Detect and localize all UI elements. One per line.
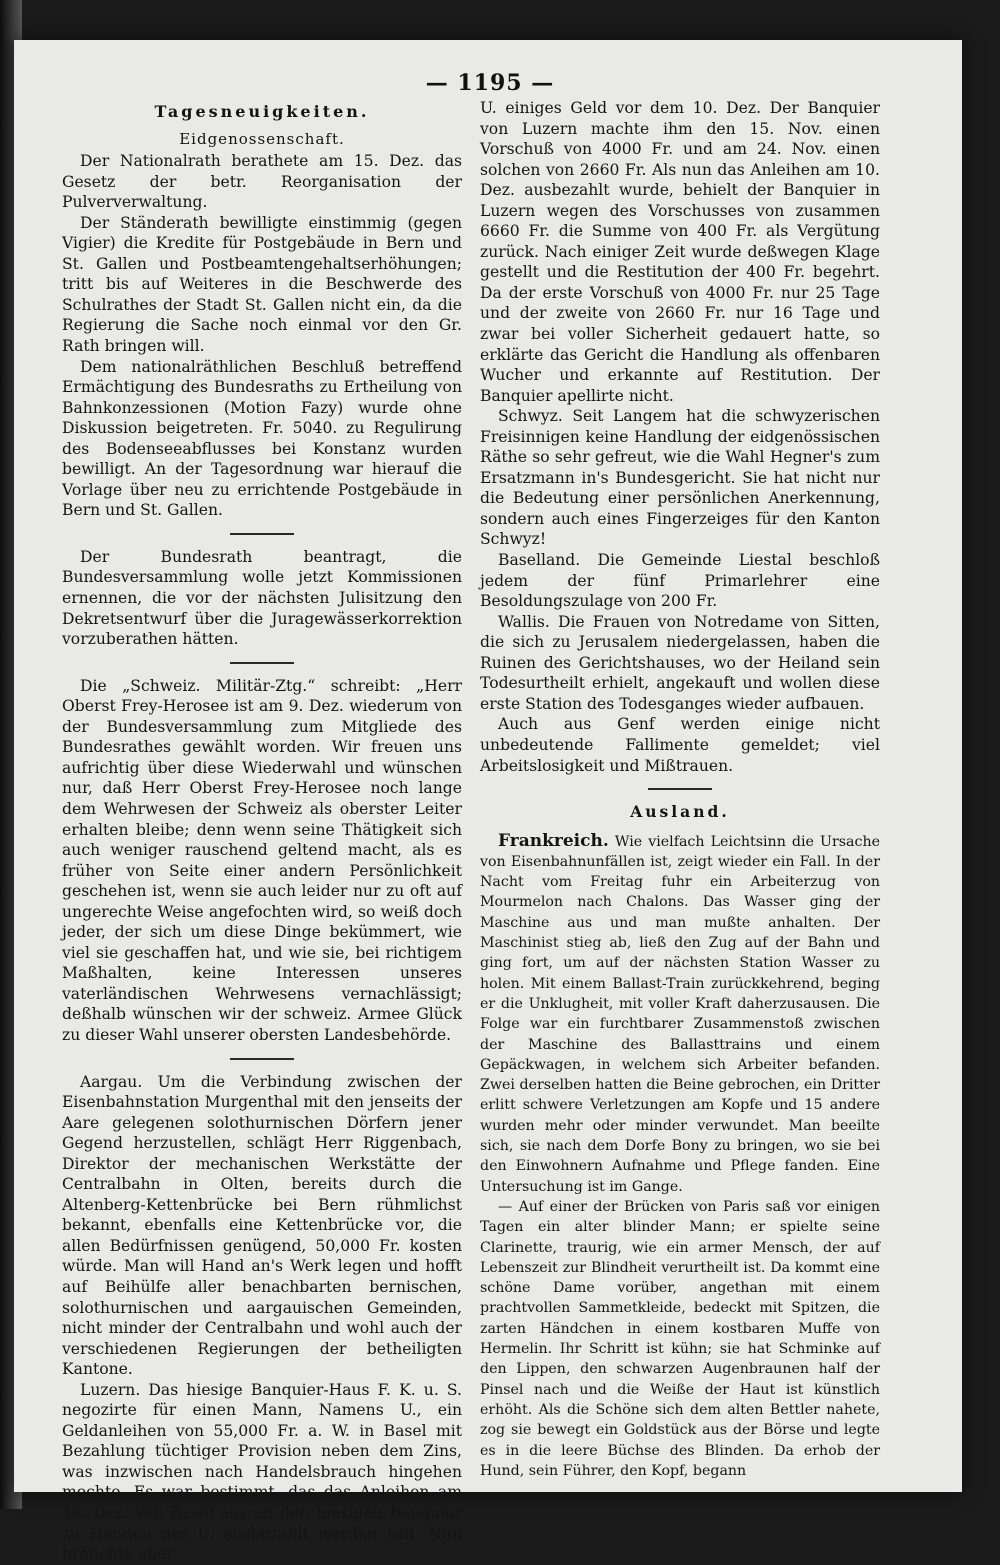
- article-staenderath: Der Ständerath bewilligte einstimmig (gegen Vigier) die Kredite für Postgebäude in Bern und St. Gallen und Postbeamtengehaltserhöhungen; tritt bis auf Weiteres in die Beschwerde des Schulrathes der Stadt St. Gallen nicht ein, da die Regierung die Sache noch einmal vor den Gr. Rath bringen will.: [62, 213, 462, 356]
- page-number: — 1195 —: [425, 70, 555, 96]
- article-baselland: Baselland. Die Gemeinde Liestal beschloß jedem der fünf Primarlehrer eine Besoldungszulage von 200 Fr.: [480, 551, 880, 611]
- article-wallis: Wallis. Die Frauen von Notredame von Sitten, die sich zu Jerusalem niedergelassen, haben die Ruinen des Gerichtshauses, wo der Heiland sein Todesurtheilt erhielt, angekauft und wollen diese erste Station des Todesganges wieder aufbauen.: [480, 612, 880, 713]
- article-militaer-zeitung: Die „Schweiz. Militär-Ztg.“ schreibt: „Herr Oberst Frey-Herosee ist am 9. Dez. wiederum von der Bundesversammlung zum Mitgliede des Bundesrathes gewählt worden. Wir freuen uns aufrichtig über diese Wiederwahl und wünschen nur, daß Herr Oberst Frey-Herosee noch lange dem Wehrwesen der Schweiz als oberster Leiter erhalten bleibe; denn wenn seine Thätigkeit sich auch weniger rauschend geltend macht, als es früher von Seite einer andern Persönlichkeit geschehen ist, wenn sie auch leider nur zu oft auf ungerechte Weise angefochten wird, so weiß doch jeder, der sich um diese Dinge bekümmert, wie viel sie geschaffen hat, und wie sie, bei richtigem Maßhalten, keine Interessen unseres vaterländischen Wehrwesens vernachlässigt; deßhalb wünschen wir der schweiz. Armee Glück zu dieser Wahl unserer obersten Landesbehörde.: [62, 676, 462, 1044]
- article-paris-blind-man: — Auf einer der Brücken von Paris saß vor einigen Tagen ein alter blinder Mann; er spielte seine Clarinette, traurig, wie ein armer Mensch, der auf Lebenszeit zur Blindheit verurtheilt ist. Da kommt eine schöne Dame vorüber, angethan mit einem prachtvollen Sammetkleide, bedeckt mit Spitzen, die zarten Händchen in einem kostbaren Muffe von Hermelin. Ihr Schritt ist kühn; sie hat Schminke auf den Lippen, den schwarzen Augenbraunen half der Pinsel nach und die Weiße der Haut ist künstlich erhöht. Als die Schöne sich dem alten Bettler nahete, zog sie bewegt ein Goldstück aus der Börse und legte es in die leere Büchse des Blinden. Da erhob der Hund, sein Führer, den Kopf, begann: [480, 1198, 880, 1479]
- article-beschluss: Dem nationalräthlichen Beschluß betreffend Ermächtigung des Bundesraths zu Ertheilung von Bahnkonzessionen (Motion Fazy) wurde ohne Diskussion beigetreten. Fr. 5040. zu Regulirung des Bodenseeabflusses bei Konstanz wurden bewilligt. An der Tagesordnung war hierauf die Vorlage über neu zu errichtende Postgebäude in Bern und St. Gallen.: [62, 357, 462, 520]
- article-frankreich-text: Wie vielfach Leichtsinn die Ursache von Eisenbahnunfällen ist, zeigt wieder ein Fall. In der Nacht vom Freitag fuhr ein Arbeiterzug von Mourmelon nach Chalons. Das Wasser ging der Maschine aus und man mußte anhalten. Der Maschinist stieg ab, ließ den Zug auf der Bahn und ging fort, um auf der nächsten Station Wasser zu holen. Mit einem Ballast-Train zurückkehrend, beging er die Unklugheit, mit voller Kraft daherzusausen. Die Folge war ein furchtbarer Zusammenstoß zwischen der Maschine des Ballasttrains und einem Gepäckwagen, in welchem sich Arbeiter befanden. Zwei derselben hatten die Beine gebrochen, ein Dritter erlitt schwere Verletzungen am Kopfe und 15 andere wurden mehr oder minder verwundet. Man beeilte sich, sie nach dem Dorfe Bony zu bringen, wo sie bei den Einwohnern Aufnahme und Pflege fanden. Eine Untersuchung ist im Gange.: [480, 833, 880, 1195]
- divider: [230, 533, 294, 535]
- article-aargau: Aargau. Um die Verbindung zwischen der Eisenbahnstation Murgenthal mit den jenseits der Aare gelegenen solothurnischen Dörfern jener Gegend herzustellen, schlägt Herr Riggenbach, Direktor der mechanischen Werkstätte der Centralbahn in Olten, bereits durch die Altenberg-Kettenbrücke bei Bern rühmlichst bekannt, ebenfalls eine Kettenbrücke vor, die allen Bedürfnissen genügend, 50,000 Fr. kosten würde. Man will Hand an's Werk legen und hofft auf Beihülfe aller benachbarten bernischen, solothurnischen und aargauischen Gemeinden, nicht minder der Centralbahn und wohl auch der verschiedenen Regierungen der betheiligten Kantone.: [62, 1072, 462, 1379]
- left-column: [62, 98, 462, 1565]
- divider: [648, 788, 712, 790]
- article-schwyz: Schwyz. Seit Langem hat die schwyzerischen Freisinnigen keine Handlung der eidgenössischen Räthe so sehr gefreut, wie die Wahl Hegner's zum Ersatzmann in's Bundesgericht. Sie hat nicht nur die Bedeutung einer persönlichen Anerkennung, sondern auch eines Fingerzeiges für den Kanton Schwyz!: [480, 407, 880, 549]
- divider: [230, 1058, 294, 1060]
- country-label: Frankreich.: [498, 830, 609, 851]
- article-luzern: Luzern. Das hiesige Banquier-Haus F. K. u. S. negozirte für einen Mann, Namens U., ein Geldanleihen von 55,000 Fr. a. W. in Basel mit Bezahlung tüchtiger Provision neben dem Zins, was inzwischen nach Handelsbrauch hingehen mochte. Es war bestimmt, das das Anleihen am 10. Dez. von Basel aus an den hiesigen Banquier zu Handen des U. ausbezahlt werden soll. Nun brauchte aber: [62, 1380, 462, 1564]
- divider: [230, 662, 294, 664]
- article-genf: Auch aus Genf werden einige nicht unbedeutende Fallimente gemeldet; viel Arbeitslosigkeit und Mißtrauen.: [480, 715, 880, 775]
- section-heading: Tagesneuigkeiten.: [154, 102, 370, 121]
- article-luzern-continued: U. einiges Geld vor dem 10. Dez. Der Banquier von Luzern machte ihm den 15. Nov. einen Vorschuß von 4000 Fr. und am 24. Nov. einen solchen von 2660 Fr. Als nun das Anleihen am 10. Dez. ausbezahlt wurde, behielt der Banquier in Luzern wegen des Vorschusses von zusammen 6660 Fr. die Summe von 400 Fr. als Vergütung zurück. Nach einiger Zeit wurde deßwegen Klage gestellt und die Restitution der 400 Fr. begehrt. Da der erste Vorschuß von 4000 Fr. nur 25 Tage und der zweite von 2660 Fr. nur 16 Tage und zwar bei voller Sicherheit gedauert hatte, so erklärte das Gericht die Handlung als offenbaren Wucher und erkannte auf Restitution. Der Banquier apellirte nicht.: [480, 99, 880, 405]
- article-nationalrath: Der Nationalrath berathete am 15. Dez. das Gesetz der betr. Reorganisation der Pulververwaltung.: [62, 152, 462, 212]
- article-frankreich: [480, 831, 880, 1197]
- section-heading-ausland: Ausland.: [630, 802, 730, 822]
- article-bundesrath: Der Bundesrath beantragt, die Bundesversammlung wolle jetzt Kommissionen ernennen, die vor der nächsten Julisitzung den Dekretsentwurf über die Juragewässerkorrektion vorzuberathen hätten.: [62, 547, 462, 649]
- right-column: [480, 98, 880, 1481]
- subsection-heading: Eidgenossenschaft.: [179, 129, 345, 148]
